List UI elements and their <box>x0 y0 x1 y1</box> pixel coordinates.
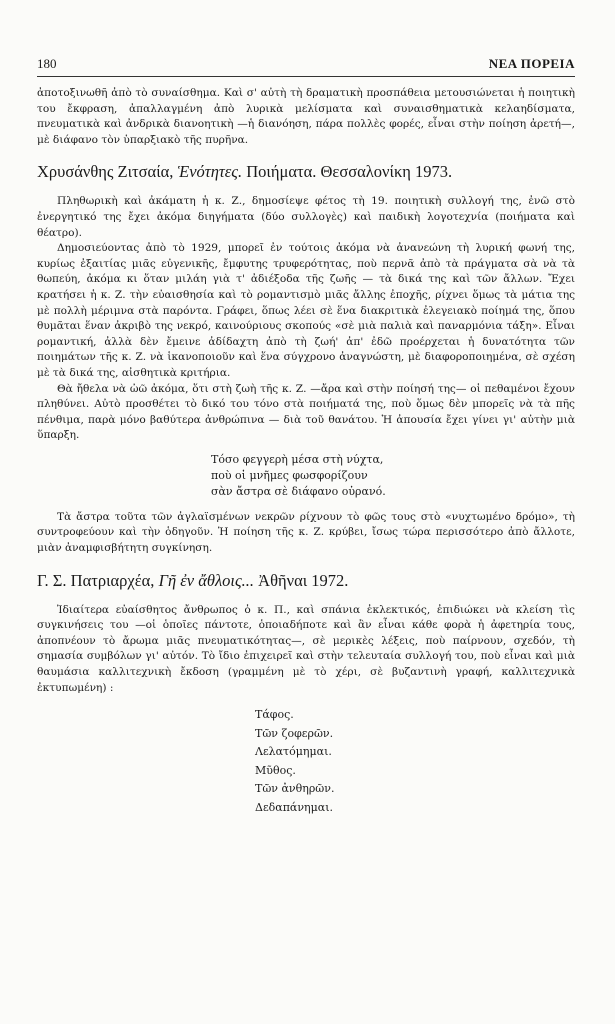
review-2-title: Γῆ ἐν ἄθλοις... <box>158 570 255 590</box>
poem-line: Τῶν ζοφερῶν. <box>255 726 334 740</box>
review-heading-1 <box>37 162 575 182</box>
poem-line: σὰν ἄστρα σὲ διάφανο οὐρανό. <box>211 484 386 498</box>
review-2-poem <box>255 706 575 817</box>
review-1-paragraph: Πληθωρικὴ καὶ ἀκάματη ἡ κ. Ζ., δημοσίεψε φέτος τὴ 19. ποιητικὴ συλλογή της, ἐνῶ στὸ ἐνεργητικό της ἔχει ἀκόμα διηγήματα (δύο συλλογὲς) καὶ παιδικὴ λογοτεχνία (ποιήματα καὶ θέατρο). <box>37 195 575 239</box>
review-1-paragraph: Δημοσιεύοντας ἀπὸ τὸ 1929, μπορεῖ ἐν τούτοις ἀκόμα νὰ ἀνανεώνη τὴ λυρική φωνή της, κυρίως ἐξαιτίας μιᾶς εὐγενικῆς, ἔμφυτης τρυφερότητας, ποὺ περνᾶ ἀπὸ τὰ πράγματα σὰ νὰ τὰ θωπεύη, ἀκόμα κι ὅταν μιλάη γιὰ τ' ἀδιέξοδα τῆς ζωῆς — τὰ δικά της καὶ τῶν ἄλλων. Ἔχει κρατήσει ἡ κ. Ζ. τὴν εὐαισθησία καὶ τὸ ρομαντισμὸ μιᾶς ἄλλης ἐποχῆς, ρίχνει ὅμως τὰ μάτια της μὲ πολλὴ μέριμνα στὰ παρόντα. Γράφει, ὅπως λέει σὲ ἕνα διακριτικὰ ἐλεγειακὸ ποίημά της, ὅπου θυμᾶται ἕναν ἀκριβὸ της νεκρό, καινούριους σκοπούς «σὲ μιὰ παλιὰ καὶ παναρμόνια τάξη». Εἶναι ρομαντική, ἀλλὰ δὲν ἔμεινε ἀδίδαχτη ἀπὸ τὴ ζωή' ἀπ' ἐδῶ προέρχεται ἡ δυνατότητα τῶν ποιημάτων τῆς κ. Ζ. νὰ ἱκανοποιοῦν καὶ ἕνα σύγχρονο ἀναγνώστη, μὲ διαφοροποιημένα, σὲ σχέση μὲ τὰ δικά της, αἰσθητικὰ κριτήρια. <box>37 242 575 379</box>
poem-line: ποὺ οἱ μνῆμες φωσφορίζουν <box>211 468 368 482</box>
page-number: 180 <box>37 56 57 71</box>
running-head <box>37 56 575 76</box>
review-2-details: Ἀθῆναι 1972. <box>258 570 349 590</box>
review-1-details: Ποιήματα. Θεσσαλονίκη 1973. <box>246 162 453 182</box>
review-2-paragraph: Ἰδιαίτερα εὐαίσθητος ἄνθρωπος ὁ κ. Π., καὶ σπάνια ἐκλεκτικός, ἐπιδιώκει νὰ κλείση τὶς συγκινήσεις του —οἱ ὁποῖες πάντοτε, ὁποιαδήποτε καὶ ἂν εἶναι κάθε φορὰ ἡ ἀφετηρία τους, ἀποπνέουν τὸ ἄρωμα μιᾶς πνευματικότητας—, σὲ μερικὲς λέξεις, ποὺ παίρνουν, σχεδόν, τὴ σημασία συμβόλων γι' αὐτόν. Τὸ ἴδιο ἐπιχειρεῖ καὶ στὴν τελευταία συλλογή του, ποὺ εἶναι καὶ μιὰ θαυμάσια καλλιτεχνικὴ ἔκδοση (γραμμένη μὲ τὸ χέρι, σὲ βυζαντινὴ γραφή, καλλιτεχνικὰ ἐκτυπωμένη) : <box>37 603 575 694</box>
intro-paragraph: ἀποτοξινωθῆ ἀπὸ τὸ συναίσθημα. Καὶ σ' αὐτὴ τὴ δραματικὴ προσπάθεια μετουσιώνεται ἡ ποιητικὴ του ἔκφραση, ἀπαλλαγμένη ἀπὸ λυρικὰ μελίσματα καὶ συναισθηματικὰ κελαηδίσματα, πνευματικὰ καὶ ἀνδρικὰ διανοητικὴ —ἡ διανόηση, πάρα πολλὲς φορές, εἶναι στὴν ποίηση ἀρετή—, μὲ διάφανο τὸν ὑπαρξιακὸ τῆς πυρῆνα. <box>37 87 575 146</box>
review-1-paragraph: Θὰ ἤθελα νὰ ὠῶ ἀκόμα, ὅτι στὴ ζωὴ τῆς κ. Ζ. —ἄρα καὶ στὴν ποίησή της— οἱ πεθαμένοι ἔχουν πληθύνει. Αὐτὸ προσθέτει τὸ δικό του τόνο στὰ ποιήματά της, ποὺ ὅμως δὲν μπορεῖς νὰ τὰ πῆς πένθιμα, παρὰ μόνο βαθύτερα ἀνθρώπινα — διὰ τοῦ θανάτου. Ἡ ἀπουσία ἔχει γίνει γι' αὐτὴν μιὰ ὕπαρξη. <box>37 382 575 442</box>
journal-title: ΝΕΑ ΠΟΡΕΙΑ <box>488 56 575 71</box>
poem-line: Λελατόμημαι. <box>255 745 332 759</box>
review-1-title: Ἑνότητες. <box>177 162 243 182</box>
poem-line: Μῦθος. <box>255 763 296 777</box>
review-1-author: Χρυσάνθης Ζιτσαία, <box>37 162 174 182</box>
document-page <box>37 56 575 817</box>
review-1-poem <box>211 452 575 500</box>
header-rule <box>37 76 575 77</box>
poem-line: Τόσο φεγγερὴ μέσα στὴ νύχτα, <box>211 452 384 466</box>
review-heading-2 <box>37 571 575 591</box>
poem-line: Τῶν ἀνθηρῶν. <box>255 782 335 796</box>
poem-line: Δεδαπάνημαι. <box>255 800 334 814</box>
review-2-author: Γ. Σ. Πατριαρχέα, <box>37 570 155 590</box>
poem-line: Τάφος. <box>255 708 294 722</box>
review-1-closing: Τὰ ἄστρα τοῦτα τῶν ἀγλαϊσμένων νεκρῶν ρίχνουν τὸ φῶς τους στὸ «νυχτωμένο δρόμο», τὴ συντροφεύουν καὶ τὴν ὁδηγοῦν. Ἡ ποίηση τῆς κ. Ζ. κρύβει, ἴσως τώρα περισσότερο ἀπὸ ἄλλοτε, μιὰν ἀναμφισβήτητη συγκίνηση. <box>37 510 575 555</box>
